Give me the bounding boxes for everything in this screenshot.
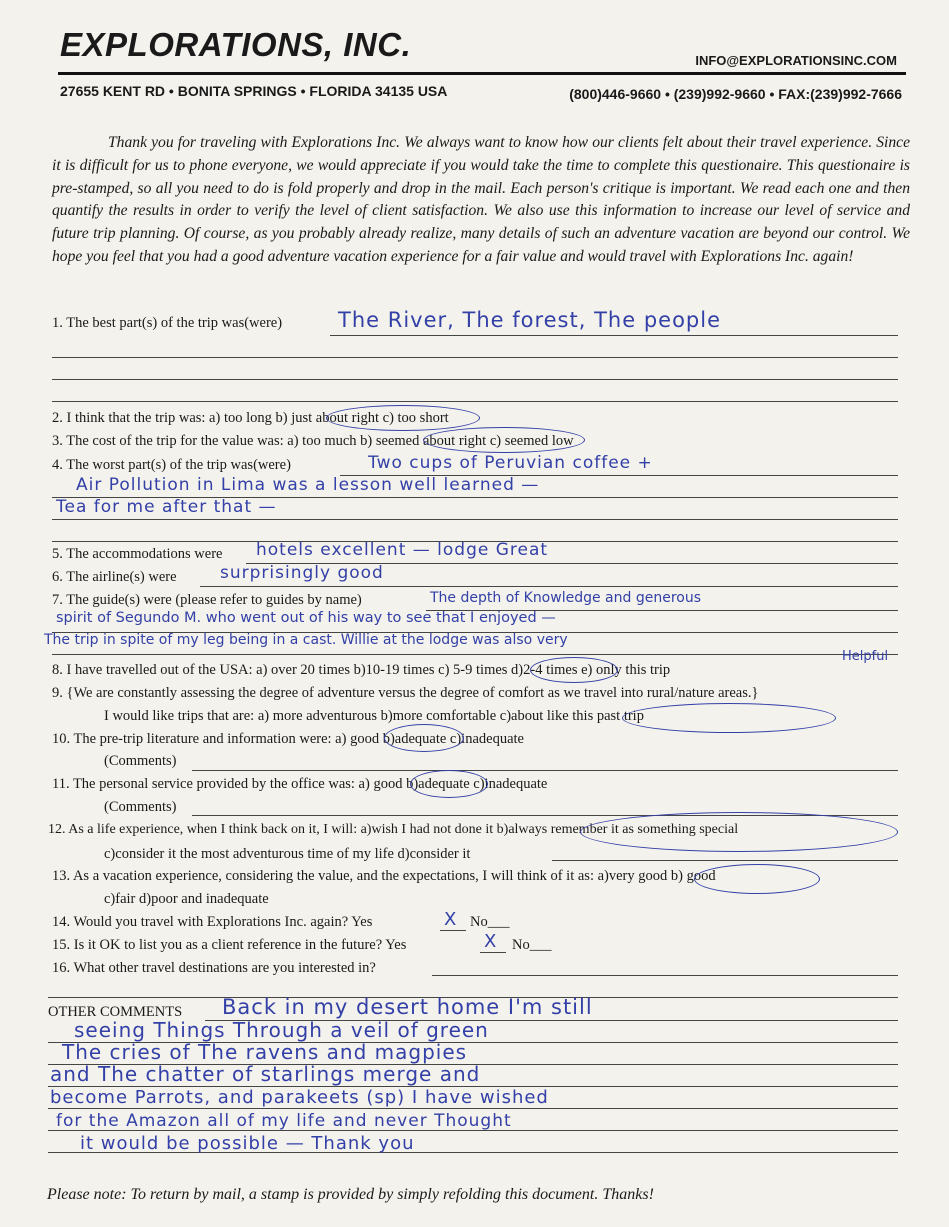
comment-line-5: become Parrots, and parakeets (sp) I have wished [50, 1087, 549, 1108]
question-9: 9. {We are constantly assessing the degree of adventure versus the degree of comfort as we travel into rural/nature areas.} [52, 685, 759, 701]
question-10: 10. The pre-trip literature and information were: a) good b)adequate c)inadequate [52, 731, 524, 747]
question-5: 5. The accommodations were [52, 546, 223, 562]
answer-line [52, 379, 898, 380]
answer-line [192, 770, 898, 771]
answer-7-line-1: The depth of Knowledge and generous [430, 590, 701, 606]
answer-4-line-2: Air Pollution in Lima was a lesson well learned — [76, 475, 540, 495]
company-phones: (800)446-9660 • (239)992-9660 • FAX:(239)992-7666 [569, 86, 902, 102]
question-8: 8. I have travelled out of the USA: a) over 20 times b)10-19 times c) 5-9 times d)2-4 times e) only this trip [52, 662, 671, 678]
answer-6: surprisingly good [220, 563, 384, 583]
footer-note: Please note: To return by mail, a stamp is provided by simply refolding this document. Thanks! [47, 1186, 654, 1203]
question-11: 11. The personal service provided by the office was: a) good b)adequate c)inadequate [52, 776, 548, 792]
comment-line-7: it would be possible — Thank you [80, 1133, 415, 1154]
answer-line [200, 586, 898, 587]
question-12-options: c)consider it the most adventurous time of my life d)consider it [104, 846, 471, 862]
answer-line [52, 519, 898, 520]
selection-circle [384, 724, 464, 752]
question-4: 4. The worst part(s) of the trip was(were) [52, 457, 291, 473]
company-email: INFO@EXPLORATIONSINC.COM [695, 53, 897, 68]
answer-7-line-2: spirit of Segundo M. who went out of his way to see that I enjoyed — [56, 610, 556, 626]
question-1: 1. The best part(s) of the trip was(were) [52, 315, 283, 331]
selection-circle [622, 703, 836, 733]
selection-circle [530, 657, 618, 683]
answer-line [432, 975, 898, 976]
header-divider [58, 72, 906, 75]
answer-line [440, 930, 466, 931]
answer-line [330, 335, 898, 336]
selection-circle [326, 405, 480, 431]
other-comments-label: OTHER COMMENTS [48, 1004, 183, 1020]
question-10-comments: (Comments) [104, 753, 177, 769]
selection-circle [410, 770, 488, 798]
company-address: 27655 KENT RD • BONITA SPRINGS • FLORIDA 34135 USA [60, 83, 448, 99]
company-logo: EXPLORATIONS, INC. [60, 26, 412, 63]
answer-4-line-1: Two cups of Peruvian coffee + [368, 453, 653, 473]
question-15: 15. Is it OK to list you as a client reference in the future? Yes [52, 937, 407, 953]
question-12: 12. As a life experience, when I think back on it, I will: a)wish I had not done it b)always remember it as something special [48, 822, 739, 837]
answer-7-line-3: The trip in spite of my leg being in a cast. Willie at the lodge was also very [44, 632, 568, 648]
question-2: 2. I think that the trip was: a) too long b) just about right c) too short [52, 410, 449, 426]
answer-line [48, 1108, 898, 1109]
answer-7-line-4: Helpful [842, 649, 889, 664]
question-13: 13. As a vacation experience, considering the value, and the expectations, I will think of it as: a)very good b) good [52, 868, 716, 884]
comment-line-1: Back in my desert home I'm still [222, 995, 593, 1019]
answer-4-line-3: Tea for me after that — [56, 497, 277, 517]
question-9-options: I would like trips that are: a) more adventurous b)more comfortable c)about like this past trip [104, 708, 644, 724]
answer-line [52, 401, 898, 402]
question-16: 16. What other travel destinations are you interested in? [52, 960, 376, 976]
question-7: 7. The guide(s) were (please refer to guides by name) [52, 592, 362, 608]
answer-1: The River, The forest, The people [338, 308, 721, 332]
answer-14: X [444, 909, 458, 930]
answer-line [480, 952, 506, 953]
comment-line-4: and The chatter of starlings merge and [50, 1062, 481, 1086]
selection-circle [423, 427, 585, 453]
selection-circle [580, 812, 898, 852]
question-14: 14. Would you travel with Explorations Inc. again? Yes [52, 914, 373, 930]
intro-paragraph: Thank you for traveling with Explorations Inc. We always want to know how our clients felt about their travel experience. Since it is difficult for us to phone everyone, we would appreciate if you would take the time to complete this questionaire. This questionaire is pre-stamped, so all you need to do is fold properly and drop in the mail. Each person's critique is important. We read each one and then quantify the results in order to verify the level of client satisfaction. We also use this information to increase our level of service and future trip planning. Of course, as you probably already realize, many details of such an adventure vacation are beyond our control. We hope you feel that you had a good adventure vacation experience for a fair value and would travel with Explorations Inc. again! [52, 134, 910, 265]
comment-line-3: The cries of The ravens and magpies [62, 1040, 468, 1064]
answer-5: hotels excellent — lodge Great [256, 540, 549, 560]
answer-line [52, 357, 898, 358]
question-14-no: No___ [470, 914, 510, 930]
answer-line [52, 654, 898, 655]
question-11-comments: (Comments) [104, 799, 177, 815]
comment-line-2: seeing Things Through a veil of green [74, 1018, 489, 1042]
comment-line-6: for the Amazon all of my life and never Thought [56, 1111, 512, 1131]
answer-15: X [484, 931, 498, 952]
question-15-no: No___ [512, 937, 552, 953]
selection-circle [694, 864, 820, 894]
answer-line [552, 860, 898, 861]
question-3: 3. The cost of the trip for the value was: a) too much b) seemed about right c) seemed low [52, 433, 574, 449]
question-13-options: c)fair d)poor and inadequate [104, 891, 269, 907]
question-6: 6. The airline(s) were [52, 569, 177, 585]
